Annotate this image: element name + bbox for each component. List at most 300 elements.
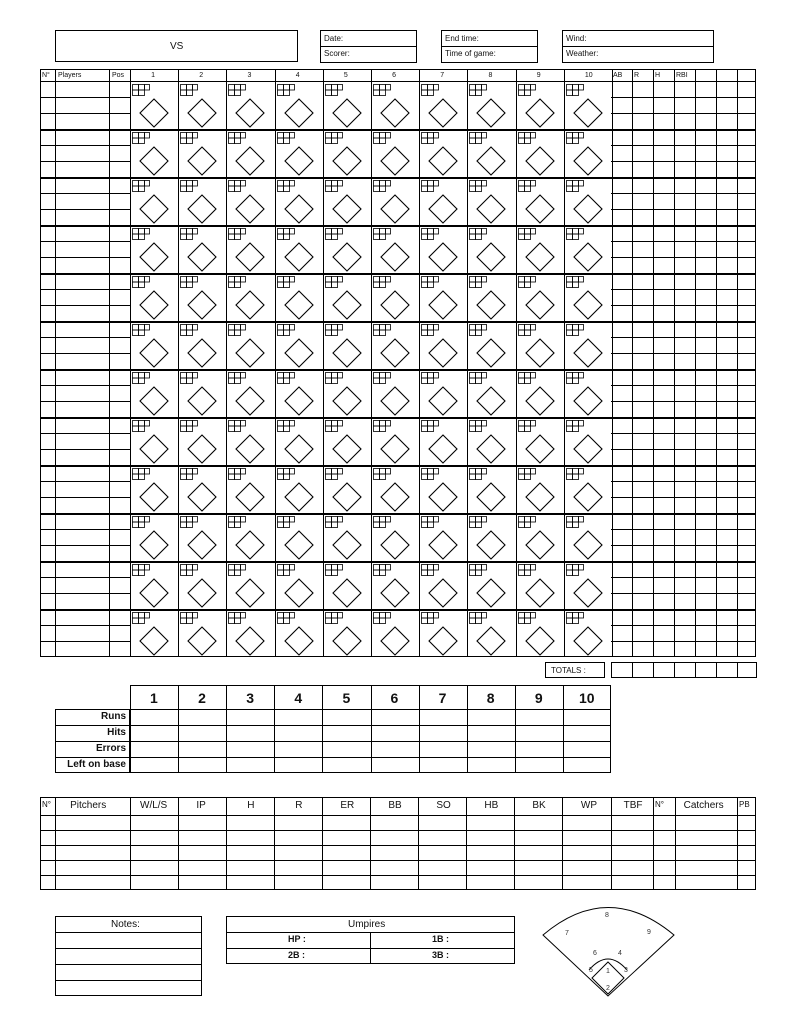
at-bat-cell-slot12-inning7[interactable]: [419, 609, 467, 657]
notes-entry[interactable]: [55, 980, 202, 996]
pitching-cell[interactable]: [675, 845, 737, 860]
pitching-cell[interactable]: [40, 860, 55, 875]
at-bat-cell-slot1-inning7[interactable]: [419, 81, 467, 129]
at-bat-cell-slot9-inning7[interactable]: [419, 465, 467, 513]
at-bat-cell-slot2-inning10[interactable]: [564, 129, 612, 177]
at-bat-cell-slot1-inning6[interactable]: [371, 81, 419, 129]
line-score-cell[interactable]: [515, 709, 563, 725]
totals-cell[interactable]: [695, 662, 717, 678]
info-field[interactable]: [320, 30, 417, 47]
pitch-count-boxes: [566, 467, 584, 479]
pitching-cell[interactable]: [274, 815, 322, 830]
at-bat-cell-slot1-inning10[interactable]: [564, 81, 612, 129]
pitch-count-boxes: [228, 611, 246, 623]
pitching-cell[interactable]: [675, 815, 737, 830]
pitching-cell[interactable]: [322, 815, 370, 830]
line-score-cell[interactable]: [563, 709, 611, 725]
pitching-cell[interactable]: [226, 875, 274, 890]
at-bat-cell-slot6-inning6[interactable]: [371, 321, 419, 369]
at-bat-cell-slot9-inning4[interactable]: [275, 465, 323, 513]
pitching-header-4: H: [247, 800, 255, 811]
pitching-cell[interactable]: [611, 830, 653, 845]
at-bat-cell-slot10-inning8[interactable]: [467, 513, 515, 561]
umpires-title: Umpires: [348, 919, 386, 930]
at-bat-cell-slot8-inning5[interactable]: [323, 417, 371, 465]
line-score-cell[interactable]: [563, 757, 611, 773]
at-bat-cell-slot2-inning8[interactable]: [467, 129, 515, 177]
at-bat-cell-slot2-inning4[interactable]: [275, 129, 323, 177]
pitching-cell[interactable]: [226, 860, 274, 875]
pitch-count-boxes: [325, 467, 343, 479]
at-bat-cell-slot10-inning7[interactable]: [419, 513, 467, 561]
totals-cell[interactable]: [653, 662, 675, 678]
at-bat-cell-slot4-inning10[interactable]: [564, 225, 612, 273]
line-score-cell[interactable]: [130, 725, 178, 741]
at-bat-cell-slot4-inning1[interactable]: [130, 225, 178, 273]
at-bat-cell-slot2-inning3[interactable]: [226, 129, 274, 177]
at-bat-cell-slot2-inning5[interactable]: [323, 129, 371, 177]
pitching-cell[interactable]: [55, 860, 130, 875]
at-bat-cell-slot6-inning8[interactable]: [467, 321, 515, 369]
pitching-cell[interactable]: [737, 875, 756, 890]
at-bat-cell-slot11-inning7[interactable]: [419, 561, 467, 609]
pitching-cell[interactable]: [226, 845, 274, 860]
at-bat-cell-slot8-inning8[interactable]: [467, 417, 515, 465]
pitching-cell[interactable]: [55, 815, 130, 830]
base-path-diamond: [572, 385, 604, 417]
line-score-cell[interactable]: [467, 709, 515, 725]
at-bat-cell-slot1-inning3[interactable]: [226, 81, 274, 129]
notes-entry[interactable]: [55, 964, 202, 980]
pitching-cell[interactable]: [737, 830, 756, 845]
pitching-cell[interactable]: [562, 875, 611, 890]
at-bat-cell-slot11-inning3[interactable]: [226, 561, 274, 609]
pitching-cell[interactable]: [130, 860, 178, 875]
notes-entry[interactable]: [55, 932, 202, 948]
line-score-cell[interactable]: [274, 709, 322, 725]
pitching-cell[interactable]: [322, 875, 370, 890]
line-score-cell[interactable]: [178, 725, 226, 741]
pitching-cell[interactable]: [40, 845, 55, 860]
at-bat-cell-slot12-inning6[interactable]: [371, 609, 419, 657]
at-bat-cell-slot2-inning1[interactable]: [130, 129, 178, 177]
totals-cell[interactable]: [716, 662, 738, 678]
base-path-diamond: [186, 145, 218, 177]
pitching-cell[interactable]: [611, 875, 653, 890]
at-bat-cell-slot3-inning2[interactable]: [178, 177, 226, 225]
at-bat-cell-slot12-inning10[interactable]: [564, 609, 612, 657]
line-score-cell[interactable]: [178, 757, 226, 773]
substitute-row-line: [40, 289, 130, 290]
at-bat-cell-slot9-inning5[interactable]: [323, 465, 371, 513]
totals-cell[interactable]: [632, 662, 654, 678]
at-bat-cell-slot5-inning5[interactable]: [323, 273, 371, 321]
info-field[interactable]: [441, 30, 538, 47]
at-bat-cell-slot10-inning5[interactable]: [323, 513, 371, 561]
at-bat-cell-slot1-inning1[interactable]: [130, 81, 178, 129]
at-bat-cell-slot7-inning7[interactable]: [419, 369, 467, 417]
line-score-cell[interactable]: [130, 741, 178, 757]
at-bat-cell-slot9-inning6[interactable]: [371, 465, 419, 513]
pitching-cell[interactable]: [653, 875, 675, 890]
at-bat-cell-slot6-inning7[interactable]: [419, 321, 467, 369]
pitching-cell[interactable]: [737, 815, 756, 830]
at-bat-cell-slot11-inning2[interactable]: [178, 561, 226, 609]
at-bat-cell-slot4-inning6[interactable]: [371, 225, 419, 273]
at-bat-cell-slot1-inning4[interactable]: [275, 81, 323, 129]
pitching-cell[interactable]: [737, 845, 756, 860]
diamond-shape: [475, 241, 507, 273]
pitching-cell[interactable]: [40, 815, 55, 830]
at-bat-cell-slot11-inning4[interactable]: [275, 561, 323, 609]
pitching-cell[interactable]: [675, 830, 737, 845]
pitching-cell[interactable]: [55, 875, 130, 890]
notes-entry[interactable]: [55, 948, 202, 964]
at-bat-cell-slot10-inning10[interactable]: [564, 513, 612, 561]
diamond-shape: [427, 193, 459, 225]
pitching-cell[interactable]: [418, 845, 466, 860]
line-score-cell[interactable]: [563, 741, 611, 757]
at-bat-cell-slot4-inning9[interactable]: [516, 225, 564, 273]
at-bat-cell-slot5-inning10[interactable]: [564, 273, 612, 321]
diamond-shape: [524, 97, 556, 129]
at-bat-cell-slot10-inning4[interactable]: [275, 513, 323, 561]
at-bat-cell-slot6-inning10[interactable]: [564, 321, 612, 369]
line-score-cell[interactable]: [322, 741, 370, 757]
pitching-cell[interactable]: [418, 815, 466, 830]
line-score-cell[interactable]: [515, 725, 563, 741]
line-score-cell[interactable]: [274, 725, 322, 741]
line-score-cell[interactable]: [226, 725, 274, 741]
pitching-cell[interactable]: [466, 815, 514, 830]
at-bat-cell-slot9-inning9[interactable]: [516, 465, 564, 513]
at-bat-cell-slot7-inning5[interactable]: [323, 369, 371, 417]
pitching-cell[interactable]: [653, 860, 675, 875]
info-field[interactable]: [562, 46, 714, 63]
at-bat-cell-slot3-inning9[interactable]: [516, 177, 564, 225]
line-score-cell[interactable]: [274, 757, 322, 773]
line-score-cell[interactable]: [178, 741, 226, 757]
at-bat-cell-slot4-inning2[interactable]: [178, 225, 226, 273]
line-score-cell[interactable]: [226, 757, 274, 773]
line-score-cell[interactable]: [322, 725, 370, 741]
at-bat-cell-slot10-inning9[interactable]: [516, 513, 564, 561]
at-bat-cell-slot3-inning6[interactable]: [371, 177, 419, 225]
at-bat-cell-slot12-inning3[interactable]: [226, 609, 274, 657]
at-bat-cell-slot7-inning10[interactable]: [564, 369, 612, 417]
at-bat-cell-slot7-inning9[interactable]: [516, 369, 564, 417]
at-bat-cell-slot6-inning5[interactable]: [323, 321, 371, 369]
at-bat-cell-slot10-inning6[interactable]: [371, 513, 419, 561]
at-bat-cell-slot11-inning10[interactable]: [564, 561, 612, 609]
info-field-label: Scorer:: [324, 49, 350, 58]
line-score-cell[interactable]: [226, 709, 274, 725]
pitching-cell[interactable]: [466, 830, 514, 845]
at-bat-cell-slot4-inning4[interactable]: [275, 225, 323, 273]
base-path-diamond: [283, 337, 315, 369]
umpire-2b-label: 2B :: [288, 950, 306, 960]
umpire-entry[interactable]: [226, 932, 370, 948]
umpire-entry[interactable]: [226, 948, 370, 964]
at-bat-cell-slot4-inning3[interactable]: [226, 225, 274, 273]
line-score-cell[interactable]: [467, 757, 515, 773]
base-path-diamond: [572, 433, 604, 465]
stat-divider: [674, 69, 675, 657]
pitching-cell[interactable]: [226, 830, 274, 845]
pitching-cell[interactable]: [562, 860, 611, 875]
totals-cell[interactable]: [674, 662, 696, 678]
at-bat-cell-slot11-inning8[interactable]: [467, 561, 515, 609]
stat-header-ab: AB: [613, 72, 623, 79]
at-bat-cell-slot6-inning9[interactable]: [516, 321, 564, 369]
line-score-cell[interactable]: [274, 741, 322, 757]
at-bat-cell-slot11-inning1[interactable]: [130, 561, 178, 609]
line-score-cell[interactable]: [371, 757, 419, 773]
line-score-cell[interactable]: [419, 725, 467, 741]
at-bat-cell-slot5-inning1[interactable]: [130, 273, 178, 321]
pitching-cell[interactable]: [611, 815, 653, 830]
pitching-cell[interactable]: [562, 845, 611, 860]
at-bat-cell-slot6-inning3[interactable]: [226, 321, 274, 369]
at-bat-cell-slot8-inning4[interactable]: [275, 417, 323, 465]
at-bat-cell-slot12-inning1[interactable]: [130, 609, 178, 657]
at-bat-cell-slot5-inning8[interactable]: [467, 273, 515, 321]
pitching-cell[interactable]: [653, 845, 675, 860]
at-bat-cell-slot8-inning10[interactable]: [564, 417, 612, 465]
at-bat-cell-slot1-inning9[interactable]: [516, 81, 564, 129]
at-bat-cell-slot3-inning10[interactable]: [564, 177, 612, 225]
at-bat-cell-slot12-inning4[interactable]: [275, 609, 323, 657]
pitching-cell[interactable]: [514, 875, 562, 890]
at-bat-cell-slot9-inning3[interactable]: [226, 465, 274, 513]
at-bat-cell-slot3-inning3[interactable]: [226, 177, 274, 225]
pitching-cell[interactable]: [418, 860, 466, 875]
line-score-cell[interactable]: [371, 725, 419, 741]
pitching-cell[interactable]: [130, 815, 178, 830]
totals-cell[interactable]: [611, 662, 633, 678]
line-score-cell[interactable]: [178, 709, 226, 725]
at-bat-cell-slot2-inning2[interactable]: [178, 129, 226, 177]
base-path-diamond: [475, 433, 507, 465]
pitch-box-grid: [518, 180, 536, 192]
pitching-cell[interactable]: [274, 860, 322, 875]
base-path-diamond: [186, 289, 218, 321]
pitching-cell[interactable]: [274, 845, 322, 860]
at-bat-cell-slot7-inning1[interactable]: [130, 369, 178, 417]
totals-cell[interactable]: [737, 662, 757, 678]
pitching-cell[interactable]: [370, 845, 418, 860]
at-bat-cell-slot5-inning3[interactable]: [226, 273, 274, 321]
at-bat-cell-slot11-inning5[interactable]: [323, 561, 371, 609]
at-bat-cell-slot7-inning8[interactable]: [467, 369, 515, 417]
pitching-cell[interactable]: [562, 830, 611, 845]
base-path-diamond: [524, 145, 556, 177]
pitching-cell[interactable]: [178, 875, 226, 890]
at-bat-cell-slot9-inning1[interactable]: [130, 465, 178, 513]
line-score-cell[interactable]: [322, 757, 370, 773]
pitching-cell[interactable]: [130, 875, 178, 890]
pitch-count-boxes: [277, 179, 295, 191]
vs-label: VS: [170, 41, 184, 52]
pitching-cell[interactable]: [514, 830, 562, 845]
pitching-cell[interactable]: [418, 875, 466, 890]
info-field[interactable]: [441, 46, 538, 63]
at-bat-cell-slot12-inning2[interactable]: [178, 609, 226, 657]
at-bat-cell-slot12-inning5[interactable]: [323, 609, 371, 657]
pitch-count-boxes: [518, 227, 536, 239]
matchup-box[interactable]: [55, 30, 298, 62]
outfield-fence: [543, 908, 674, 997]
pitching-cell[interactable]: [514, 815, 562, 830]
at-bat-cell-slot3-inning4[interactable]: [275, 177, 323, 225]
pitching-cell[interactable]: [178, 830, 226, 845]
pitching-cell[interactable]: [322, 830, 370, 845]
pitch-count-boxes: [518, 83, 536, 95]
base-path-diamond: [379, 97, 411, 129]
substitute-row-line: [40, 481, 130, 482]
pitching-cell[interactable]: [370, 875, 418, 890]
line-score-cell[interactable]: [419, 709, 467, 725]
line-score-cell[interactable]: [515, 741, 563, 757]
at-bat-cell-slot4-inning8[interactable]: [467, 225, 515, 273]
line-score-cell[interactable]: [130, 709, 178, 725]
line-score-cell[interactable]: [371, 709, 419, 725]
at-bat-cell-slot8-inning7[interactable]: [419, 417, 467, 465]
pitching-cell[interactable]: [611, 845, 653, 860]
info-field[interactable]: [562, 30, 714, 47]
pitch-box-grid: [373, 372, 391, 384]
at-bat-cell-slot3-inning5[interactable]: [323, 177, 371, 225]
at-bat-cell-slot1-inning8[interactable]: [467, 81, 515, 129]
at-bat-cell-slot9-inning2[interactable]: [178, 465, 226, 513]
info-field[interactable]: [320, 46, 417, 63]
pitching-cell[interactable]: [322, 860, 370, 875]
at-bat-cell-slot12-inning9[interactable]: [516, 609, 564, 657]
pitching-cell[interactable]: [737, 860, 756, 875]
at-bat-cell-slot12-inning8[interactable]: [467, 609, 515, 657]
pitch-count-boxes: [421, 131, 439, 143]
pitching-cell[interactable]: [274, 830, 322, 845]
line-score-cell[interactable]: [515, 757, 563, 773]
pitching-cell[interactable]: [40, 830, 55, 845]
line-score-cell[interactable]: [371, 741, 419, 757]
at-bat-cell-slot9-inning8[interactable]: [467, 465, 515, 513]
pitching-cell[interactable]: [178, 815, 226, 830]
at-bat-cell-slot8-inning1[interactable]: [130, 417, 178, 465]
line-score-cell[interactable]: [467, 741, 515, 757]
pitch-box-grid: [277, 228, 295, 240]
at-bat-cell-slot5-inning7[interactable]: [419, 273, 467, 321]
at-bat-cell-slot7-inning6[interactable]: [371, 369, 419, 417]
stat-row-line: [611, 337, 756, 338]
base-path-diamond: [331, 193, 363, 225]
umpire-entry[interactable]: [370, 932, 514, 948]
at-bat-cell-slot3-inning8[interactable]: [467, 177, 515, 225]
at-bat-cell-slot7-inning3[interactable]: [226, 369, 274, 417]
pitching-cell[interactable]: [274, 875, 322, 890]
at-bat-cell-slot2-inning6[interactable]: [371, 129, 419, 177]
at-bat-cell-slot5-inning4[interactable]: [275, 273, 323, 321]
at-bat-cell-slot10-inning1[interactable]: [130, 513, 178, 561]
at-bat-cell-slot6-inning4[interactable]: [275, 321, 323, 369]
at-bat-cell-slot10-inning2[interactable]: [178, 513, 226, 561]
diamond-shape: [427, 625, 459, 657]
pitching-cell[interactable]: [611, 860, 653, 875]
diamond-shape: [283, 433, 315, 465]
at-bat-cell-slot8-inning3[interactable]: [226, 417, 274, 465]
at-bat-cell-slot2-inning7[interactable]: [419, 129, 467, 177]
pitching-cell[interactable]: [55, 830, 130, 845]
diamond-shape: [427, 145, 459, 177]
at-bat-cell-slot8-inning6[interactable]: [371, 417, 419, 465]
at-bat-cell-slot4-inning5[interactable]: [323, 225, 371, 273]
at-bat-cell-slot6-inning1[interactable]: [130, 321, 178, 369]
pitching-cell[interactable]: [40, 875, 55, 890]
at-bat-cell-slot10-inning3[interactable]: [226, 513, 274, 561]
pitching-cell[interactable]: [466, 845, 514, 860]
at-bat-cell-slot9-inning10[interactable]: [564, 465, 612, 513]
at-bat-cell-slot5-inning6[interactable]: [371, 273, 419, 321]
at-bat-cell-slot3-inning1[interactable]: [130, 177, 178, 225]
pitching-cell[interactable]: [178, 860, 226, 875]
pitching-cell[interactable]: [178, 845, 226, 860]
pitching-cell[interactable]: [130, 845, 178, 860]
at-bat-cell-slot2-inning9[interactable]: [516, 129, 564, 177]
at-bat-cell-slot8-inning9[interactable]: [516, 417, 564, 465]
line-score-cell[interactable]: [563, 725, 611, 741]
pitching-cell[interactable]: [466, 875, 514, 890]
at-bat-cell-slot7-inning4[interactable]: [275, 369, 323, 417]
at-bat-cell-slot4-inning7[interactable]: [419, 225, 467, 273]
pitching-cell[interactable]: [226, 815, 274, 830]
at-bat-cell-slot8-inning2[interactable]: [178, 417, 226, 465]
line-score-cell[interactable]: [419, 741, 467, 757]
at-bat-cell-slot5-inning9[interactable]: [516, 273, 564, 321]
pitching-cell[interactable]: [322, 845, 370, 860]
at-bat-cell-slot11-inning6[interactable]: [371, 561, 419, 609]
line-score-cell[interactable]: [226, 741, 274, 757]
at-bat-cell-slot1-inning5[interactable]: [323, 81, 371, 129]
at-bat-cell-slot1-inning2[interactable]: [178, 81, 226, 129]
pitching-cell[interactable]: [370, 830, 418, 845]
pitching-cell[interactable]: [675, 875, 737, 890]
pitching-cell[interactable]: [675, 860, 737, 875]
pitching-cell[interactable]: [514, 845, 562, 860]
pitching-cell[interactable]: [418, 830, 466, 845]
line-score-cell[interactable]: [322, 709, 370, 725]
pitching-cell[interactable]: [466, 860, 514, 875]
line-score-cell[interactable]: [130, 757, 178, 773]
pitching-cell[interactable]: [370, 860, 418, 875]
pitching-cell[interactable]: [562, 815, 611, 830]
line-score-cell[interactable]: [467, 725, 515, 741]
pitching-cell[interactable]: [130, 830, 178, 845]
pitching-cell[interactable]: [370, 815, 418, 830]
base-path-diamond: [379, 529, 411, 561]
at-bat-cell-slot6-inning2[interactable]: [178, 321, 226, 369]
umpire-entry[interactable]: [370, 948, 514, 964]
pitching-cell[interactable]: [653, 815, 675, 830]
stat-header-rbi: RBI: [676, 72, 688, 79]
at-bat-cell-slot5-inning2[interactable]: [178, 273, 226, 321]
at-bat-cell-slot7-inning2[interactable]: [178, 369, 226, 417]
pitching-cell[interactable]: [55, 845, 130, 860]
pitching-cell[interactable]: [653, 830, 675, 845]
at-bat-cell-slot3-inning7[interactable]: [419, 177, 467, 225]
line-score-cell[interactable]: [419, 757, 467, 773]
pitching-cell[interactable]: [514, 860, 562, 875]
at-bat-cell-slot11-inning9[interactable]: [516, 561, 564, 609]
